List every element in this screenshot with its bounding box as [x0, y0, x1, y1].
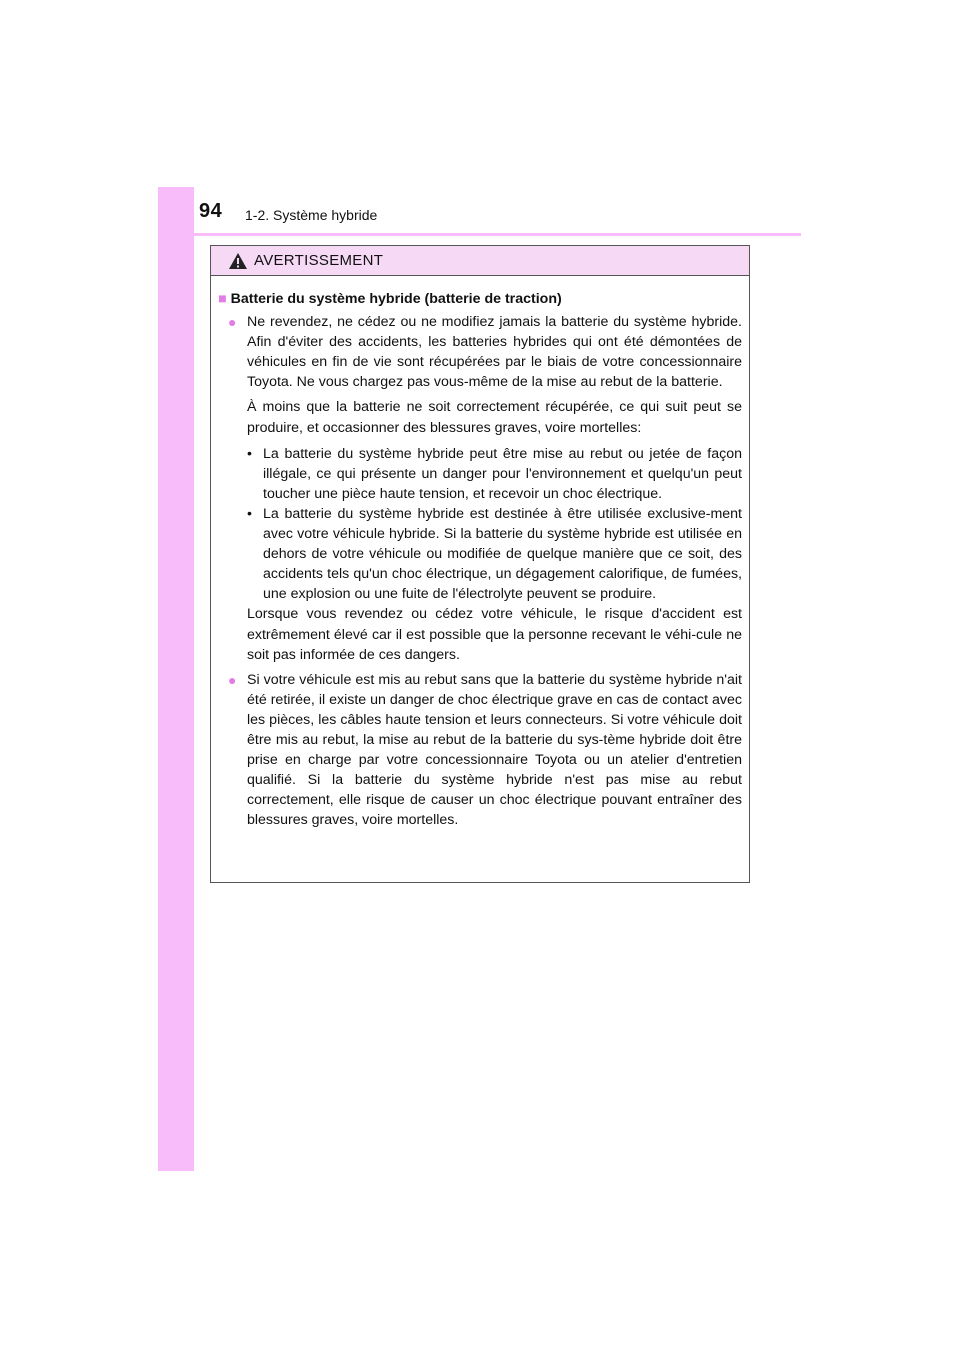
paragraph: Si votre véhicule est mis au rebut sans que la batterie du système hybride n'ait été retirée, il existe un danger de choc électrique grave en cas de contact avec les pièces, les câbles haute tension et leurs connecteurs. Si votre véhicule doit être mis au rebut, la mise au rebut de la batterie du sys-tème hybride doit être prise en charge par votre concessionnaire Toyota ou un atelier d'entretien qualifié. Si la batterie du système hybride n'est pas mise au rebut correctement, elle risque de causer un choc électrique pouvant entraîner des blessures graves, voire mortelles. [247, 671, 742, 829]
paragraph: À moins que la batterie ne soit correctement récupérée, ce qui suit peut se produire, et occasionner des blessures graves, voire mortelles: [247, 399, 742, 436]
warning-header [211, 246, 749, 276]
paragraph: Lorsque vous revendez ou cédez votre véhicule, le risque d'accident est extrêmement élevé car il est possible que la personne recevant le véhi-cule ne soit pas informée de ces dangers. [247, 606, 742, 663]
warning-triangle-icon [228, 252, 248, 270]
side-tab-bar [158, 187, 194, 1171]
circle-bullet-icon: ● [228, 671, 237, 688]
warning-title: AVERTISSEMENT [254, 252, 384, 269]
dash-list [247, 444, 742, 605]
dash-bullet-icon: • [247, 505, 252, 522]
square-bullet-icon: ■ [218, 291, 227, 307]
subheading-text: Batterie du système hybride (batterie de traction) [230, 291, 562, 307]
dash-list-item [247, 444, 742, 504]
header-rule [194, 233, 801, 236]
bullet-item [218, 670, 742, 831]
dash-bullet-icon: • [247, 445, 252, 462]
bullet-content [247, 670, 742, 831]
paragraph: Ne revendez, ne cédez ou ne modifiez jamais la batterie du système hybride. Afin d'éviter des accidents, les batteries hybrides qui ont été démontées de véhicules en fin de vie sont récupérées par le biais de votre concessionnaire Toyota. Ne vous chargez pas vous-même de la mise au rebut de la batterie. [247, 314, 742, 391]
page-number: 94 [199, 200, 223, 222]
dash-item-text: La batterie du système hybride est destinée à être utilisée exclusive-ment avec votre véhicule hybride. Si la batterie du système hybride est utilisée en dehors de votre véhicule ou modifiée de quelque manière que ce soit, des accidents tels qu'un choc électrique, un dégagement calorifique, de fumées, une explosion ou une fuite de l'électrolyte peuvent se produire. [263, 505, 742, 603]
warning-box [210, 245, 750, 883]
bullet-item [218, 312, 742, 665]
warning-body [211, 276, 749, 830]
circle-bullet-icon: ● [228, 314, 237, 331]
warning-subheading [218, 289, 742, 309]
bullet-content [247, 312, 742, 665]
dash-list-item [247, 504, 742, 604]
section-title: 1-2. Système hybride [245, 207, 378, 223]
dash-item-text: La batterie du système hybride peut être mise au rebut ou jetée de façon illégale, ce qui présente un danger pour l'environnement et quelqu'un peut toucher une pièce haute tension, et recevoir un choc électrique. [263, 445, 742, 502]
